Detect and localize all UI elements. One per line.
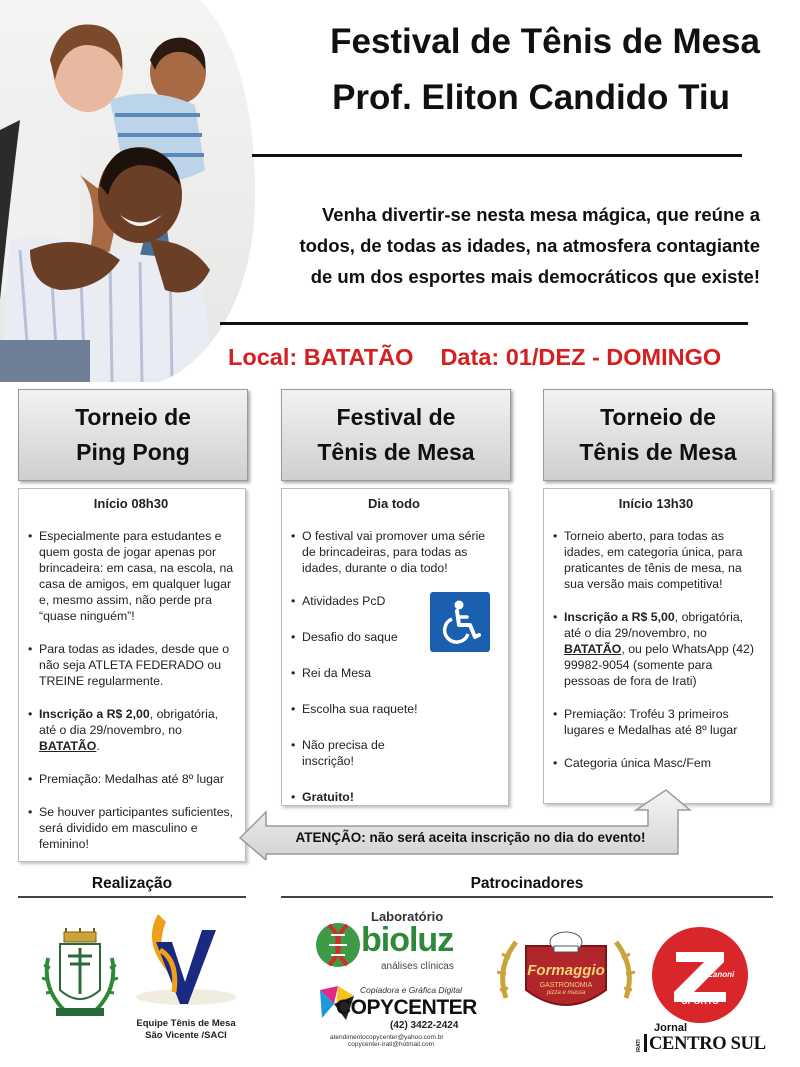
list-item: • Inscrição a R$ 2,00, obrigatória, até o dia 29/novembro, no BATATÃO. [39, 706, 235, 754]
event-title-line2: Prof. Eliton Candido Tiu [332, 78, 730, 117]
list-item: • O festival vai promover uma série de brincadeiras, para todas as idades, durante o dia todo! [302, 528, 498, 576]
equipe-v-logo [128, 912, 244, 1012]
irati-coat-of-arms-logo [42, 928, 118, 1023]
list-item: • Desafio do saque [302, 629, 418, 645]
realizacao-divider [18, 896, 246, 898]
list-item: • Torneio aberto, para todas as idades, em categoria única, para praticantes de tênis de mesa, na sua versão mais competitiva! [564, 528, 760, 592]
torneio-start-time: Início 13h30 [618, 496, 694, 511]
local-label: Local: [228, 344, 298, 370]
intro-line2: todos, de todas as idades, na atmosfera contagiante [299, 235, 760, 256]
list-item: • Inscrição a R$ 5,00, obrigatória, até o dia 29/novembro, no BATATÃO, ou pelo WhatsApp (42) 99982-9054 (somente para pessoas de fora de Irati) [564, 609, 760, 689]
heading-ping-pong [18, 389, 248, 481]
heading-festival [281, 389, 511, 481]
equipe-caption: Equipe Tênis de Mesa São Vicente /SACI [136, 1018, 236, 1041]
list-item: • Especialmente para estudantes e quem gosta de jogar apenas por brincadeira: em casa, na escola, na casa de amigos, em qualquer lugar e, mesmo assim, não perde pra “quase ninguém”! [39, 528, 235, 624]
heading-festival-line2: Tênis de Mesa [317, 439, 475, 465]
heading-festival-line1: Festival de [336, 404, 456, 430]
column-torneio [543, 488, 771, 804]
ping-pong-start-time: Início 08h30 [93, 496, 169, 511]
list-item: • Para todas as idades, desde que o não seja ATLETA FEDERADO ou TREINE regularmente. [39, 641, 235, 689]
list-item: • Atividades PcD [302, 593, 418, 609]
notice-text: ATENÇÃO: não será aceita inscrição no dia do evento! [295, 830, 646, 845]
heading-ping-pong-line2: Ping Pong [76, 439, 190, 465]
patrocinadores-divider [281, 896, 773, 898]
wheelchair-accessibility-icon [430, 592, 490, 652]
date-label: Data: [440, 344, 500, 370]
heading-ping-pong-line1: Torneio de [75, 404, 191, 430]
intro-line3: de um dos esportes mais democráticos que existe! [310, 266, 760, 287]
list-item: • Se houver participantes suficientes, será dividido em masculino e feminino! [39, 804, 235, 852]
list-item: • Premiação: Medalhas até 8º lugar [39, 771, 235, 787]
intro-line1: Venha divertir-se nesta mesa mágica, que reúne a [321, 204, 760, 225]
ping-pong-fee: Inscrição a R$ 2,00 [39, 707, 150, 721]
patrocinadores-label: Patrocinadores [470, 875, 584, 892]
event-location-date [228, 344, 758, 371]
list-item: • Gratuito! [302, 789, 418, 805]
ping-pong-place: BATATÃO [39, 739, 97, 753]
heading-torneio-line1: Torneio de [600, 404, 716, 430]
column-ping-pong [18, 488, 246, 862]
list-item: • Rei da Mesa [302, 665, 418, 681]
festival-time: Dia todo [368, 496, 420, 511]
title-divider [252, 154, 742, 157]
local-value: BATATÃO [303, 344, 414, 370]
intro-divider [220, 322, 748, 325]
copycenter-logo: Copiadora e Gráfica Digital COPYCENTER (42) 3422-2424 atendimentocopycenter@yahoo.com.br copycenter-irati@hotmail.com [316, 982, 466, 1048]
heading-torneio [543, 389, 773, 481]
list-item: • Escolha sua raquete! [302, 701, 418, 717]
bioluz-logo: Laboratório bioluz análises clínicas [315, 909, 465, 977]
intro-text [240, 199, 760, 292]
torneio-place: BATATÃO [564, 642, 622, 656]
list-item: • Não precisa de inscrição! [302, 737, 418, 769]
notice-arrow [238, 788, 693, 860]
event-title-line1: Festival de Tênis de Mesa [330, 22, 760, 61]
heading-torneio-line2: Tênis de Mesa [579, 439, 737, 465]
torneio-fee: Inscrição a R$ 5,00 [564, 610, 675, 624]
zanoni-sports-logo: Zanoni SPORTS [650, 926, 750, 1024]
jornal-bar [644, 1034, 647, 1052]
jornal-centro-sul-logo: Jornal IRATI CENTRO SUL [636, 1022, 766, 1054]
formaggio-logo: Formaggio GASTRONOMIA pizza e massa [496, 928, 636, 1020]
realizacao-label: Realização [91, 875, 173, 892]
date-value: 01/DEZ - DOMINGO [505, 344, 722, 370]
list-item: • Premiação: Troféu 3 primeiros lugares e Medalhas até 8º lugar [564, 706, 760, 738]
list-item: • Categoria única Masc/Fem [564, 755, 760, 771]
